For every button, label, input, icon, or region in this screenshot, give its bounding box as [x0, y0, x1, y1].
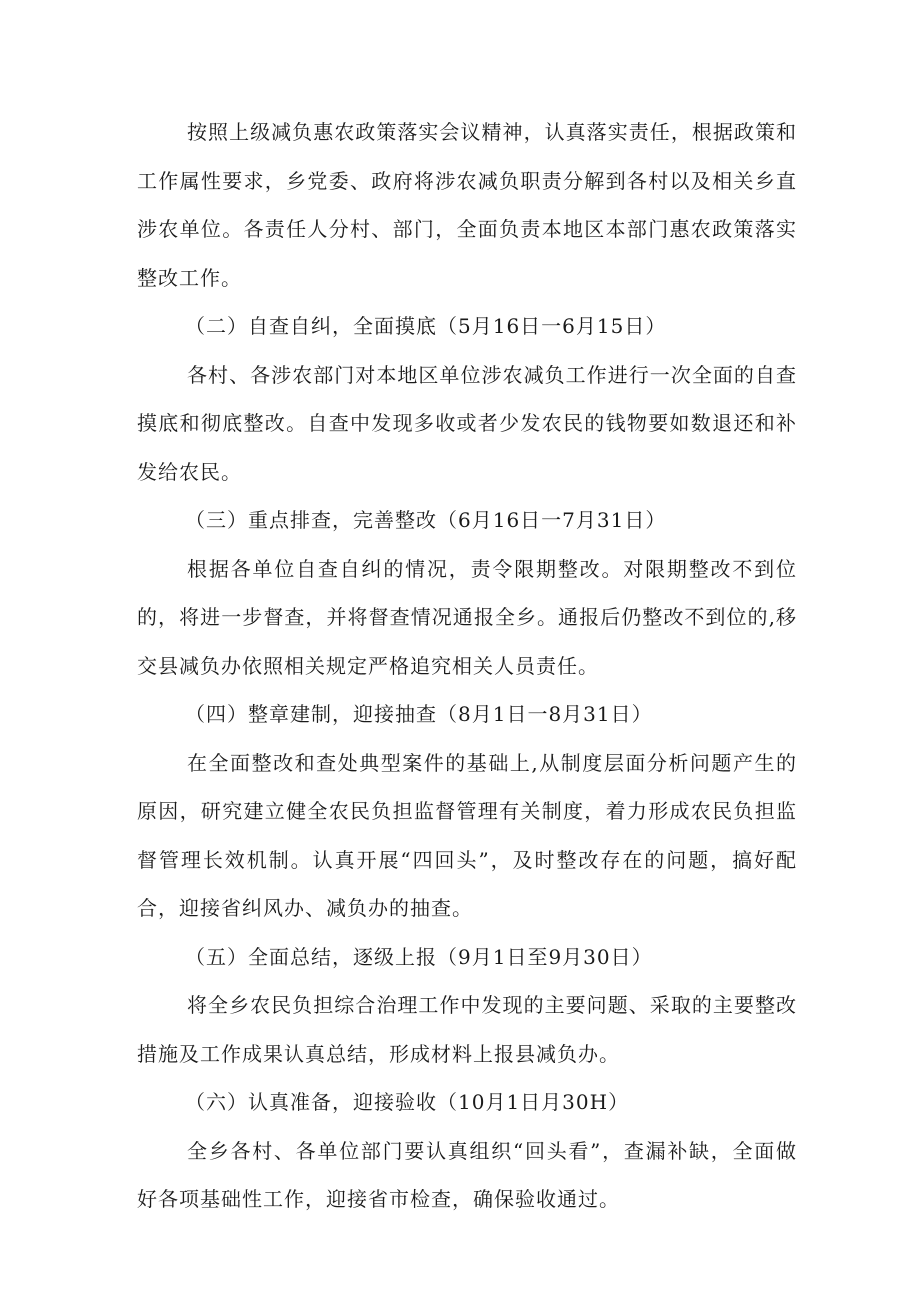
- section-heading-6: （六）认真准备，迎接验收（10月1日月30H）: [185, 1090, 630, 1114]
- section-heading-2: （二）自查自纠，全面摸底（5月16日一6月15日）: [185, 314, 667, 338]
- section-heading-4: （四）整章建制，迎接抽查（8月1日一8月31日）: [185, 702, 653, 726]
- section-heading-5: （五）全面总结，逐级上报（9月1日至9月30日）: [185, 944, 653, 969]
- paragraph-self-inspection: 各村、各涉农部门对本地区单位涉农减负工作进行一次全面的自查摸底和彻底整改。自查中发现多收或者少发农民的钱物要如数退还和补发给农民。: [137, 362, 797, 484]
- paragraph-key-inspection: 根据各单位自查自纠的情况，责令限期整改。对限期整改不到位的，将进一步督查，并将督查情况通报全乡。通报后仍整改不到位的,移交县减负办依照相关规定严格追究相关人员责任。: [137, 556, 797, 678]
- paragraph-acceptance: 全乡各村、各单位部门要认真组织“回头看”，查漏补缺，全面做好各项基础性工作，迎接省市检查，确保验收通过。: [137, 1138, 797, 1211]
- section-heading-3: （三）重点排查，完善整改（6月16日一7月31日）: [185, 508, 667, 532]
- paragraph-responsibility: 按照上级减负惠农政策落实会议精神，认真落实责任，根据政策和工作属性要求，乡党委、政府将涉农减负职责分解到各村以及相关乡直涉农单位。各责任人分村、部门，全面负责本地区本部门惠农政策落实整改工作。: [137, 120, 797, 290]
- document-page: [137, 108, 797, 1224]
- paragraph-summary-report: 将全乡农民负担综合治理工作中发现的主要问题、采取的主要整改措施及工作成果认真总结，形成材料上报县减负办。: [137, 993, 797, 1066]
- paragraph-rules-system: 在全面整改和查处典型案件的基础上,从制度层面分析问题产生的原因，研究建立健全农民负担监督管理有关制度，着力形成农民负担监督管理长效机制。认真开展“四回头”，及时整改存在的问题，搞好配合，迎接省纠风办、减负办的抽查。: [137, 750, 797, 920]
